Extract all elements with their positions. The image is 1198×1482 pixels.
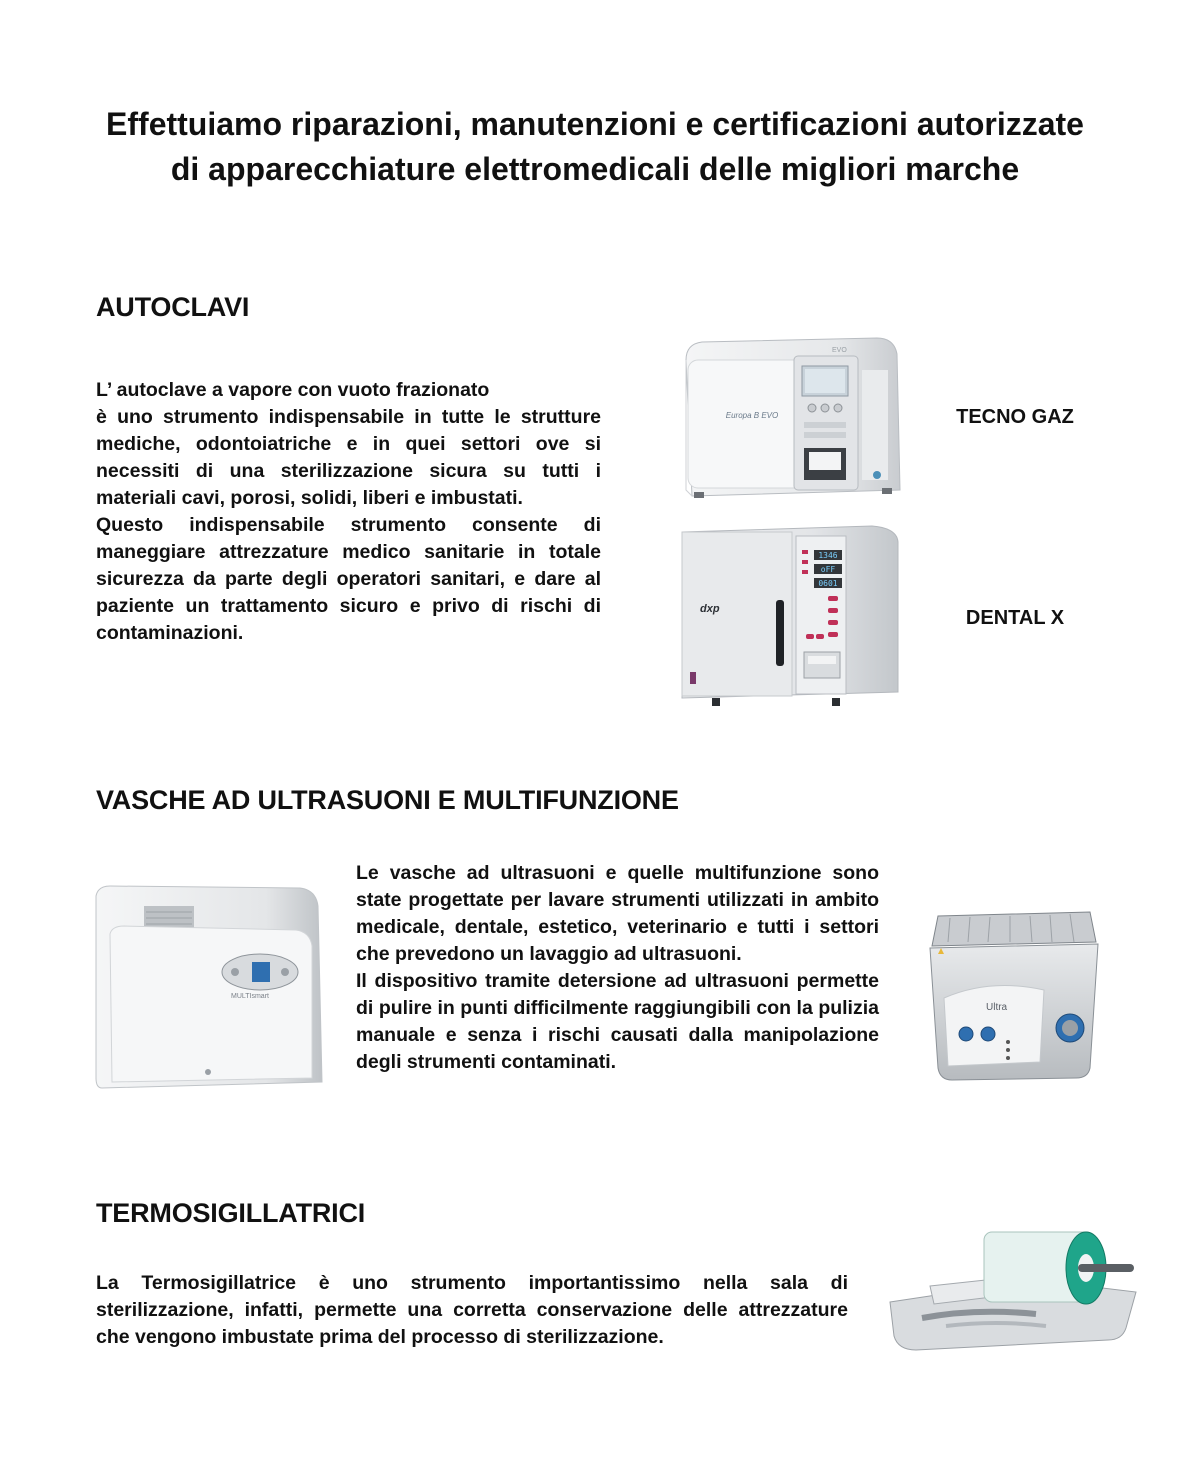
ultrasonic-bath-image <box>920 902 1110 1084</box>
dental-x-model-label: dxp <box>700 603 720 615</box>
autoclavi-description <box>96 377 601 647</box>
dental-x-display-2: oFF <box>820 565 836 574</box>
washer-brand-label: MULTIsmart <box>231 993 269 1000</box>
section-title-vasche: VASCHE AD ULTRASUONI E MULTIFUNZIONE <box>96 785 679 815</box>
tecno-gaz-model-label: Europa B EVO <box>725 411 779 420</box>
dental-x-display-3: 0601 <box>818 579 838 588</box>
tecno-gaz-top-label: EVO <box>832 347 847 354</box>
dental-x-autoclave-image <box>672 522 907 710</box>
vasche-body-2: Il dispositivo tramite detersione ad ultrasuoni permette di pulire in punti difficilmente raggiungibili con la pulizia manuale e senza i rischi causati dalla manipolazione degli strumenti contaminati. <box>356 970 879 1073</box>
bath-brand-label: Ultra <box>986 1002 1008 1013</box>
autoclavi-body-2: Questo indispensabile strumento consente di maneggiare attrezzature medico sanitarie in totale sicurezza da parte degli operatori sanitari, e dare al paziente un trattamento sicuro e privo di rischi di contaminazioni. <box>96 514 601 644</box>
tecno-gaz-autoclave-image <box>672 330 907 505</box>
brand-dental-x: DENTAL X <box>965 607 1065 629</box>
page-headline: Effettuiamo riparazioni, manutenzioni e certificazioni autorizzate di apparecchiature elettromedicali delle migliori marche <box>106 106 1084 187</box>
vasche-body-1: Le vasche ad ultrasuoni e quelle multifunzione sono state progettate per lavare strumenti utilizzati in ambito medicale, dentale, estetico, veterinario e tutti i settori che prevedono un lavaggio ad ultrasuoni. <box>356 862 879 965</box>
section-title-autoclavi: AUTOCLAVI <box>96 292 250 322</box>
dental-x-display-1: 1346 <box>818 551 838 560</box>
heat-sealer-image <box>886 1228 1142 1354</box>
termo-description <box>96 1270 848 1351</box>
brand-tecno-gaz: TECNO GAZ <box>956 406 1074 428</box>
autoclavi-intro: L’ autoclave a vapore con vuoto frazionato <box>96 379 490 401</box>
multifunction-washer-image <box>90 882 332 1094</box>
autoclavi-body-1: è uno strumento indispensabile in tutte le strutture mediche, odontoiatriche e in quei settori ove si necessiti di una sterilizzazione sicura su tutti i materiali cavi, porosi, solidi, liberi e imbustati. <box>96 406 601 509</box>
vasche-description <box>356 860 879 1076</box>
termo-body: La Termosigillatrice è uno strumento importantissimo nella sala di sterilizzazione, infatti, permette una corretta conservazione delle attrezzature che vengono imbustate prima del processo di sterilizzazione. <box>96 1272 848 1348</box>
section-title-termosigillatrici: TERMOSIGILLATRICI <box>96 1198 366 1228</box>
